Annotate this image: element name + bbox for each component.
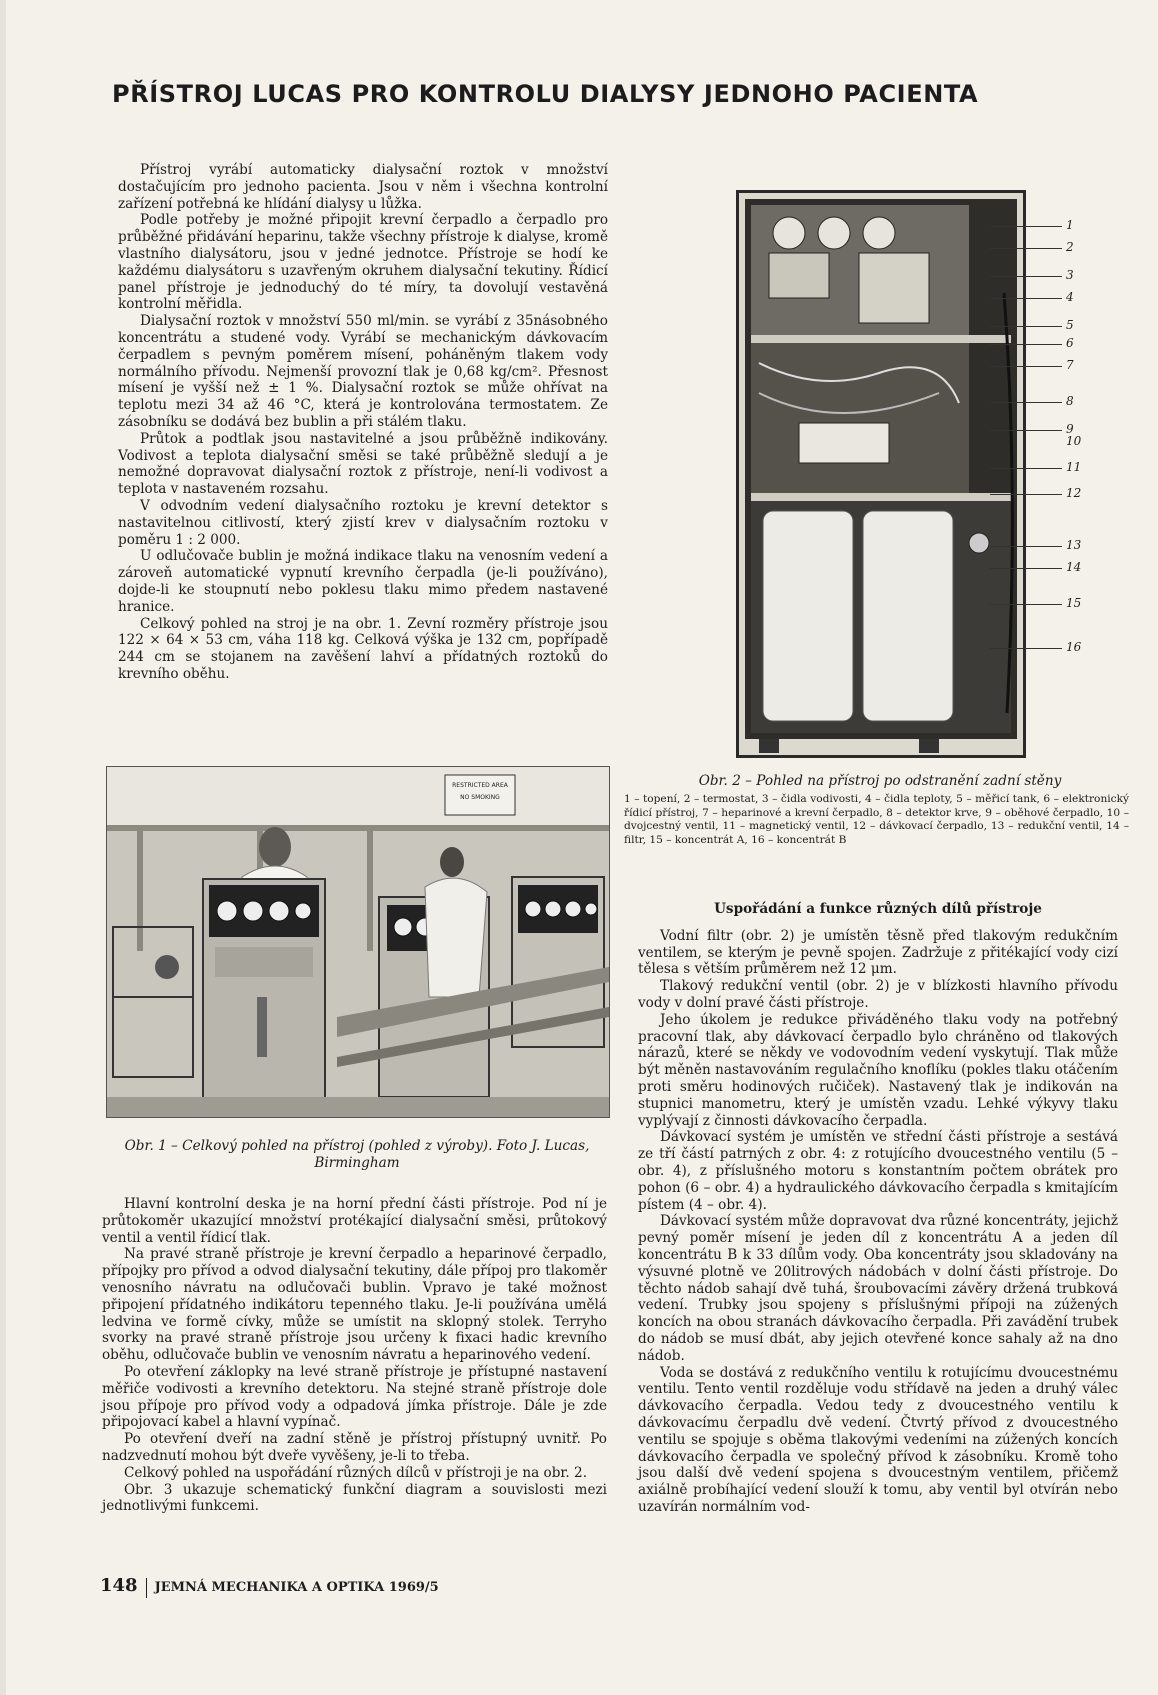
fig2-callout: 13 [1066,538,1082,552]
restricted-sign: RESTRICTED AREA [452,782,508,789]
figure-2-photo [736,190,1026,758]
paragraph: V odvodním vedení dialysačního roztoku je krevní detektor s nastavitelnou citlivostí, který zjistí krev v dialysačním roztoku v poměru 1 : 2 000. [118,497,608,548]
paragraph: Dávkovací systém je umístěn ve střední části přístroje a sestává ze tří částí patrných z obr. 4: z rotujícího dvoucestného ventilu (5 – obr. 4), z příslušného motoru s konstantním počtem obrátek pro pohon (6 – obr. 4) a hydraulického dávkovacího čerpadla s kmitajícím pístem (4 – obr. 4). [638,1129,1118,1213]
svg-text:NO SMOKING: NO SMOKING [460,794,500,801]
callout-leader [990,248,1062,249]
fig2-callout: 3 [1066,268,1074,282]
paragraph: Vodní filtr (obr. 2) je umístěn těsně před tlakovým redukčním ventilem, se kterým je pevně spojen. Zadržuje z přitékající vody cizí tělesa s větším průměrem než 12 μm. [638,927,1118,978]
fig2-callout: 5 [1066,318,1074,332]
fig2-callout: 2 [1066,240,1074,254]
callout-leader [990,568,1062,569]
fig2-callout: 12 [1066,486,1082,500]
callout-leader [990,326,1062,327]
paragraph: Celkový pohled na stroj je na obr. 1. Zevní rozměry přístroje jsou 122 × 64 × 53 cm, váha 118 kg. Celková výška je 132 cm, popřípadě 244 cm se stojanem na zavěšení lahví a přídatných roztoků do krevního oběhu. [118,615,608,682]
factory-photo-illustration [107,767,609,1117]
right-column-text [638,893,1118,1516]
callout-leader [990,298,1062,299]
paragraph: Tlakový redukční ventil (obr. 2) je v blízkosti hlavního přívodu vody v dolní pravé části přístroje. [638,978,1118,1011]
callout-leader [990,276,1062,277]
callout-leader [990,546,1062,547]
paragraph: Po otevření záklopky na levé straně přístroje je přístupné nastavení měřiče vodivosti a krevního detektoru. Na stejné straně přístroje dole jsou přípoje pro přívod vody a odpadová jímka přístroje. Dále je zde připojovací kabel a hlavní vypínač. [102,1363,607,1431]
callout-leader [990,344,1062,345]
figure-2-caption: Obr. 2 – Pohled na přístroj po odstranění zadní stěny [698,773,1062,789]
paragraph: Průtok a podtlak jsou nastavitelné a jsou průběžně indikovány. Vodivost a teplota dialysační směsi se také průběžně sledují a je nemožné dopravovat dialysační roztok z přístroje, není-li vodivost a teplota v nastaveném rozsahu. [118,430,608,498]
section-heading: Uspořádání a funkce různých dílů přístroje [714,901,1042,917]
fig2-callout: 7 [1066,358,1074,372]
callout-leader [990,226,1062,227]
callout-leader [990,366,1062,367]
journal-name: JEMNÁ MECHANIKA A OPTIKA 1969/5 [154,1580,439,1595]
figure-1-caption: Obr. 1 – Celkový pohled na přístroj (pohled z výroby). Foto J. Lucas, Birmingham [124,1138,590,1171]
paragraph: Celkový pohled na uspořádání různých dílců v přístroji je na obr. 2. [124,1464,588,1481]
fig2-callout: 8 [1066,394,1074,408]
left-column-text [118,162,608,683]
page-footer [100,1575,439,1598]
paragraph: Na pravé straně přístroje je krevní čerpadlo a heparinové čerpadlo, přípojky pro přívod a odvod dialysační tekutiny, dále přípoj pro tlakoměr venosního návratu na odlučovači bublin. Vpravo je také možnost připojení přídatného indikátoru tepenného tlaku. Je-li používána umělá ledvina ve formě cívky, může se umístit na sklopný stolek. Terryho svorky na pravé straně přístroje jsou určeny k fixaci hadic krevního oběhu, odlučovače bublin ve venosním návratu a heparinového vedení. [102,1246,607,1364]
fig2-callout: 14 [1066,560,1082,574]
figure-2-legend: 1 – topení, 2 – termostat, 3 – čidla vodivosti, 4 – čidla teploty, 5 – měřicí tank, 6 – elektronický řídicí přístroj, 7 – heparinové a krevní čerpadlo, 8 – detektor krve, 9 – oběhové čerpadlo, 10 – dvojcestný ventil, 11 – magnetický ventil, 12 – dávkovací čerpadlo, 13 – redukční ventil, 14 – filtr, 15 – koncentrát A, 16 – koncentrát B [624,793,1129,846]
paragraph: Obr. 3 ukazuje schematický funkční diagram a souvislosti mezi jednotlivými funkcemi. [102,1481,607,1515]
figure-1-photo [106,766,610,1118]
footer-divider [146,1578,147,1598]
paragraph: Hlavní kontrolní deska je na horní přední části přístroje. Pod ní je průtokoměr ukazující množství protékající dialysační směsi, průtokový ventil a ventil řídicí tlak. [102,1196,607,1246]
paragraph: Po otevření dveří na zadní stěně je přístroj přístupný uvnitř. Po nadzvednutí mohou být dveře vyvěšeny, je-li to třeba. [102,1431,607,1464]
paragraph: Jeho úkolem je redukce přiváděného tlaku vody na potřebný pracovní tlak, aby dávkovací čerpadlo bylo chráněno od tlakových nárazů, které se někdy ve vodovodním vedení vyskytují. Tlak může být měněn nastavováním regulačního knoflíku (pokles tlaku otáčením proti směru hodinových ručiček). Nastavený tlak je indikován na stupnici manometru, který je umístěn vzadu. Lehké výkyvy tlaku vyplývají z činnosti dávkovacího čerpadla. [638,1011,1118,1129]
fig2-callout: 1 [1066,218,1074,232]
fig2-callout: 15 [1066,596,1082,610]
fig2-callout: 6 [1066,336,1074,350]
paragraph: Dialysační roztok v množství 550 ml/min. se vyrábí z 35násobného koncentrátu a studené vody. Vyrábí se mechanickým dávkovacím čerpadlem s pevným poměrem mísení, poháněným tlakem vody normálního přívodu. Nejmenší provozní tlak je 0,68 kg/cm². Přesnost mísení je vyšší než ± 1 %. Dialysační roztok se může ohřívat na teplotu mezi 34 až 46 °C, která je kontrolována termostatem. Ze zásobníku se dodává bez bublin a při stálém tlaku. [118,313,608,430]
machine-interior-illustration [739,193,1023,755]
paragraph: U odlučovače bublin je možná indikace tlaku na venosním vedení a zároveň automatické vypnutí krevního čerpadla (je-li používáno), dojde-li ke stoupnutí nebo poklesu tlaku mimo předem nastavené hranice. [118,548,608,615]
paragraph: Voda se dostává z redukčního ventilu k rotujícímu dvoucestnému ventilu. Tento ventil rozděluje vodu střídavě na jeden a druhý válec dávkovacího čerpadla. Vedou tedy z dvoucestného ventilu k dávkovacímu čerpadlu dvě vedení. Čtvrtý přívod z dvoucestného ventilu se spojuje s oběma tlakovými vedeními na zúžených koncích dávkovacího čerpadla ve společný přívod k zásobníku. Kromě toho jsou další dvě vedení spojena s dvoucestným ventilem, přičemž axiálně probíhající vedení slouží k tomu, aby ventil byl otvírán nebo uzavírán normálním vod- [638,1364,1118,1515]
callout-leader [990,468,1062,469]
callout-leader [990,402,1062,403]
article-title: PŘÍSTROJ LUCAS PRO KONTROLU DIALYSY JEDNOHO PACIENTA [112,80,979,108]
callout-leader [990,494,1062,495]
fig2-callout: 9 [1066,422,1074,436]
callout-leader [990,648,1062,649]
paragraph: Přístroj vyrábí automaticky dialysační roztok v množství dostačujícím pro jednoho pacienta. Jsou v něm i všechna kontrolní zařízení potřebná ke hlídání dialysy u lůžka. [118,162,608,212]
callout-leader [990,430,1062,431]
fig2-callout: 10 [1066,434,1082,448]
fig2-callout: 11 [1066,460,1082,474]
paragraph: Podle potřeby je možné připojit krevní čerpadlo a čerpadlo pro průběžné přidávání heparinu, takže všechny přístroje k dialyse, kromě vlastního dialysátoru, jsou v jedné jednotce. Přístroje se hodí ke každému dialysátoru s uzavřeným okruhem dialysační tekutiny. Řídicí panel přístroje je jednoduchý do té míry, ta dovolují vestavěná kontrolní měřidla. [118,212,608,313]
fig2-callout: 4 [1066,290,1074,304]
page-edge [0,0,6,1695]
paragraph: Dávkovací systém může dopravovat dva různé koncentráty, jejichž pevný poměr mísení je jeden díl z koncentrátu A a jeden díl koncentrátu B k 33 dílům vody. Oba koncentráty jsou skladovány na výsuvné plotně ve 20litrových nádobách v dolní části přístroje. Do těchto nádob sahají dvě tuhá, šroubovacími závěry držená trubková vedení. Trubky jsou spojeny s příslušnými přípoji na zúžených koncích na obou stranách dávkovacího čerpadla. Při zavádění trubek do nádob se musí dbát, aby jejich otevřené konce sahaly až na dno nádob. [638,1213,1118,1364]
page-number: 148 [100,1575,138,1596]
fig2-callout: 16 [1066,640,1082,654]
left-column-bottom-text [102,1196,607,1515]
callout-leader [990,604,1062,605]
